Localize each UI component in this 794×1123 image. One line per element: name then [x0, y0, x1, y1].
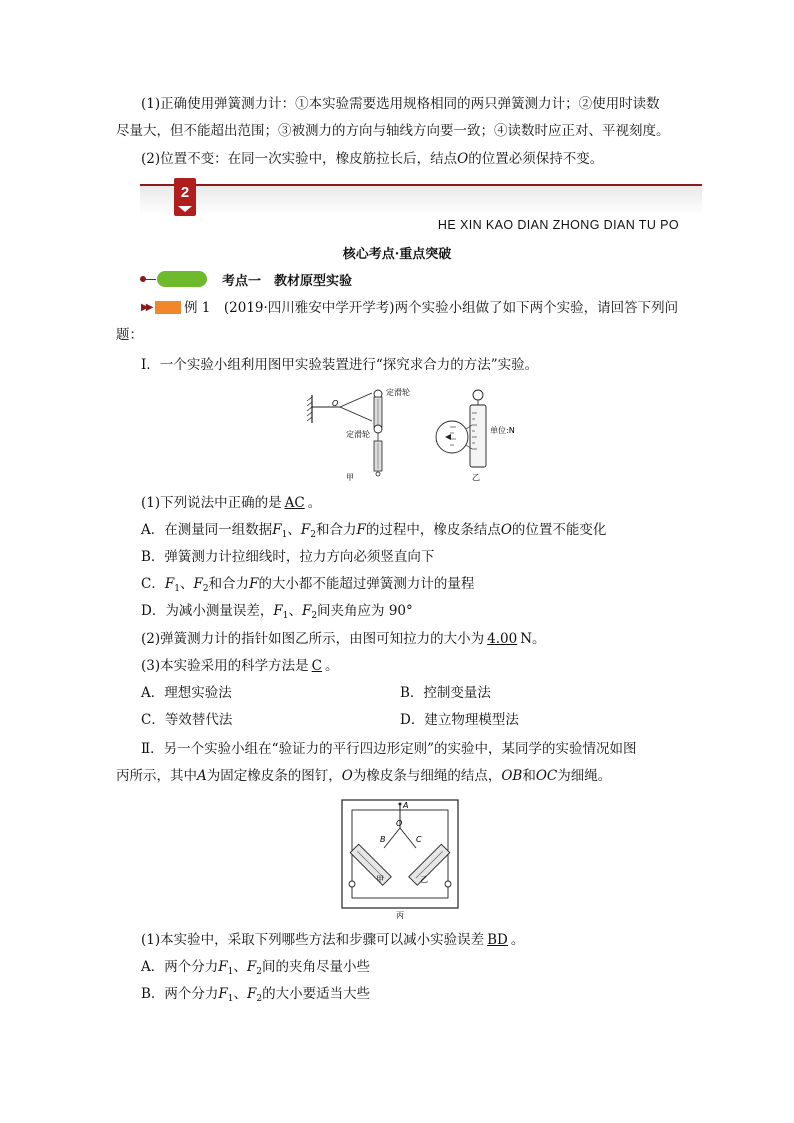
- label-bing: 丙: [396, 911, 404, 920]
- example-marker-icon: [155, 301, 181, 314]
- part1-question-3: (3)本实验采用的科学方法是 C 。: [141, 658, 339, 674]
- kaodian-pill-icon: [157, 271, 207, 287]
- part2-intro: Ⅱ．另一个实验小组在“验证力的平行四边形定则”的实验中，某同学的实验情况如图: [141, 741, 637, 757]
- label-yi-bing: 乙: [420, 875, 428, 884]
- label-node-o: O: [332, 399, 339, 408]
- double-arrow-icon: ▶▶: [141, 302, 151, 313]
- section-number: 2: [180, 184, 190, 201]
- example-heading: 例 1 (2019·四川雅安中学开学考)两个实验小组做了如下两个实验，请回答下列问: [184, 300, 679, 316]
- badge-notch-icon: [178, 206, 192, 212]
- part1-question-1: (1)下列说法中正确的是 AC 。: [141, 495, 322, 511]
- paragraph-spring-usage-cont: 尽量大，但不能超出范围；③被测力的方向与轴线方向要一致；④读数时应正对、平视刻度。: [116, 123, 670, 139]
- label-yi: 乙: [472, 473, 480, 482]
- method-option-d: D．建立物理模型法: [400, 712, 519, 728]
- section-pinyin: HE XIN KAO DIAN ZHONG DIAN TU PO: [437, 218, 679, 232]
- part1-option-d: D．为减小测量误差，$F_1$、$F_2$间夹角应为 90°: [141, 603, 413, 621]
- banner-shade: [140, 186, 702, 216]
- part2-question-1: (1)本实验中，采取下列哪些方法和步骤可以减小实验误差 BD 。: [141, 932, 525, 948]
- answer-q1: AC: [284, 495, 305, 511]
- method-option-c: C．等效替代法: [141, 712, 233, 728]
- label-jia-bing: 甲: [376, 875, 384, 884]
- paragraph-spring-usage: (1)正确使用弹簧测力计：①本实验需要选用规格相同的两只弹簧测力计；②使用时读数: [141, 96, 660, 112]
- answer-q2: 4.00: [487, 631, 518, 647]
- part1-option-c: C．$F_1$、$F_2$和合力F的大小都不能超过弹簧测力计的量程: [141, 576, 475, 594]
- label-b: B: [380, 835, 386, 844]
- label-pulley-bottom: 定滑轮: [346, 430, 370, 439]
- figure-jia-yi: [300, 385, 530, 485]
- label-unit: 单位:N: [490, 426, 515, 435]
- label-o: O: [396, 819, 403, 828]
- label-a: A: [403, 801, 409, 810]
- part2-option-a: A．两个分力$F_1$、$F_2$间的夹角尽量小些: [141, 959, 370, 977]
- example-heading-cont: 题：: [116, 327, 143, 343]
- part1-option-a: A．在测量同一组数据$F_1$、$F_2$和合力F的过程中，橡皮条结点O的位置不能变化: [141, 522, 607, 540]
- section-number-badge: [174, 178, 196, 216]
- part1-question-2: (2)弹簧测力计的指针如图乙所示，由图可知拉力的大小为 4.00 N。: [141, 631, 546, 647]
- kaodian-line-icon: [140, 279, 156, 280]
- part2-intro-cont: 丙所示，其中A为固定橡皮条的图钉，O为橡皮条与细绳的结点，OB和OC为细绳。: [116, 768, 612, 784]
- method-option-a: A．理想实验法: [141, 685, 232, 701]
- section-title: 核心考点·重点突破: [342, 247, 452, 262]
- figure-bing: [340, 798, 460, 920]
- kaodian-title: 考点一 教材原型实验: [222, 274, 353, 289]
- paragraph-position-unchanged: (2)位置不变：在同一次实验中，橡皮筋拉长后，结点O的位置必须保持不变。: [141, 151, 604, 167]
- label-pulley-top: 定滑轮: [386, 388, 410, 397]
- banner-divider: [140, 184, 702, 186]
- method-option-b: B．控制变量法: [400, 685, 491, 701]
- label-jia: 甲: [346, 473, 354, 482]
- label-c: C: [416, 835, 422, 844]
- part1-option-b: B．弹簧测力计拉细线时，拉力方向必须竖直向下: [141, 549, 435, 565]
- answer-part2-q1: BD: [487, 932, 508, 948]
- answer-q3: C: [311, 658, 322, 674]
- part2-option-b: B．两个分力$F_1$、$F_2$的大小要适当大些: [141, 986, 371, 1004]
- part1-intro: Ⅰ．一个实验小组利用图甲实验装置进行“探究求合力的方法”实验。: [141, 357, 539, 373]
